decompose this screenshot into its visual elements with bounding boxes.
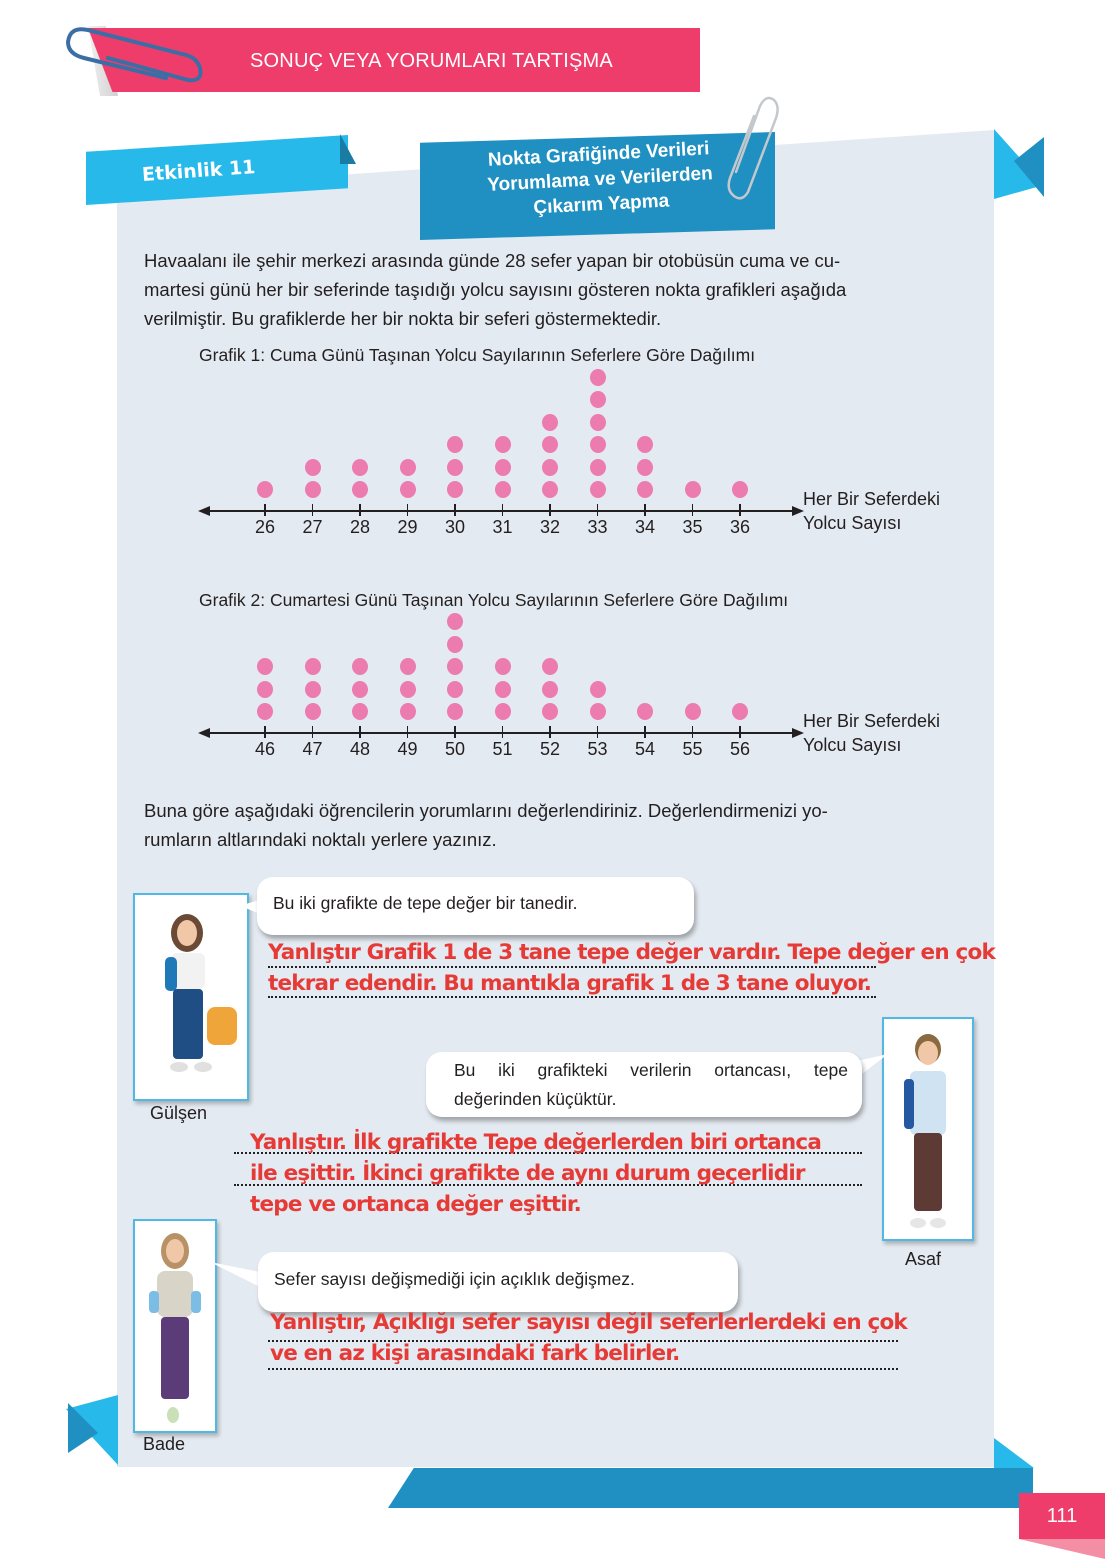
axis-tick	[407, 504, 409, 516]
student-name-gulsen: Gülşen	[150, 1103, 208, 1123]
dot-plot-saturday	[196, 582, 796, 782]
data-dot	[590, 681, 606, 698]
tick-label: 30	[444, 517, 466, 537]
data-dot	[257, 481, 273, 498]
page-number-fold	[1019, 1539, 1105, 1559]
data-dot	[352, 658, 368, 675]
student-figure-icon	[135, 895, 247, 1099]
chart-1-title: Grafik 1: Cuma Günü Taşınan Yolcu Sayılarının Seferlere Göre Dağılımı	[199, 345, 756, 365]
page-number: 111	[1019, 1493, 1105, 1539]
data-dot	[495, 703, 511, 720]
tick-label: 27	[302, 517, 323, 537]
axis-tick	[264, 504, 266, 516]
tick-label: 36	[729, 517, 751, 537]
axis-tick	[644, 504, 646, 516]
student-photo-bade	[133, 1219, 217, 1433]
tick-label: 54	[634, 739, 656, 759]
tick-label: 29	[397, 517, 418, 537]
data-dot	[542, 681, 558, 698]
answer-text-bade[interactable]: Yanlıştır, Açıklığı sefer sayısı değil seferlerlerdeki en çok ve en az kişi arasındaki fark belirler.	[270, 1310, 907, 1366]
data-dot	[352, 681, 368, 698]
axis-tick	[597, 504, 599, 516]
axis-tick	[264, 726, 266, 738]
student-photo-asaf	[882, 1017, 974, 1241]
instruction-paragraph: Buna göre aşağıdaki öğrencilerin yorumlarını değerlendiriniz. Değerlendirmenizi yo- rumların altlarındaki noktalı yerlere yazınız.	[144, 800, 828, 850]
data-dot	[542, 658, 558, 675]
paperclip-icon	[718, 92, 788, 202]
axis-tick	[644, 726, 646, 738]
student-name-bade: Bade	[143, 1434, 186, 1454]
data-dot	[400, 481, 416, 498]
data-dot	[637, 481, 653, 498]
data-dot	[495, 481, 511, 498]
tick-label: 49	[397, 739, 418, 759]
data-dot	[495, 681, 511, 698]
axis-tick	[739, 504, 741, 516]
tick-label: 46	[254, 739, 276, 759]
data-dot	[400, 681, 416, 698]
data-dot	[447, 481, 463, 498]
axis-tick	[549, 726, 551, 738]
axis-tick	[692, 504, 694, 516]
tick-label: 28	[349, 517, 371, 537]
data-dot	[590, 481, 606, 498]
intro-paragraph: Havaalanı ile şehir merkezi arasında günde 28 sefer yapan bir otobüsün cuma ve cu- martesi günü her bir seferinde taşıdığı yolcu sayısını gösteren nokta grafikleri aşağıda verilmiştir. Bu grafiklerde her bir nokta bir seferi göstermektedir.	[144, 250, 847, 329]
data-dot	[637, 436, 653, 453]
answer-text-asaf[interactable]: Yanlıştır. İlk grafikte Tepe değerlerden biri ortanca ile eşittir. İkinci grafikte de aynı durum geçerlidir tepe ve ortanca değer eşittir.	[250, 1130, 822, 1217]
data-dot	[590, 414, 606, 431]
axis-tick	[597, 726, 599, 738]
student-name-asaf: Asaf	[905, 1249, 942, 1269]
tick-label: 48	[349, 739, 371, 759]
tick-label: 51	[492, 739, 513, 759]
data-dot	[542, 459, 558, 476]
tick-label: 47	[302, 739, 323, 759]
axis-tick	[692, 726, 694, 738]
data-dot	[352, 481, 368, 498]
arrow-left-icon	[198, 728, 210, 738]
data-dot	[305, 459, 321, 476]
data-dot	[257, 703, 273, 720]
chart-2-title: Grafik 2: Cumartesi Günü Taşınan Yolcu Sayılarının Seferlere Göre Dağılımı	[199, 590, 789, 610]
activity-label: Etkinlik 11	[141, 156, 257, 186]
axis-tick	[407, 726, 409, 738]
number-line	[202, 732, 798, 734]
data-dot	[732, 703, 748, 720]
data-dot	[305, 681, 321, 698]
tick-label: 26	[254, 517, 276, 537]
data-dot	[590, 391, 606, 408]
tick-label: 35	[682, 517, 703, 537]
axis-tick	[312, 726, 314, 738]
data-dot	[305, 658, 321, 675]
chart-2-axis-title: Her Bir Seferdeki Yolcu Sayısı	[803, 711, 941, 755]
data-dot	[637, 703, 653, 720]
tick-label: 31	[492, 517, 513, 537]
answer-text-gulsen[interactable]: Yanlıştır Grafik 1 de 3 tane tepe değer vardır. Tepe değer en çok tekrar edendir. Bu mantıkla grafik 1 de 3 tane oluyor.	[268, 940, 995, 996]
data-dot	[542, 414, 558, 431]
student-photo-gulsen	[133, 893, 249, 1101]
data-dot	[542, 703, 558, 720]
data-dot	[352, 703, 368, 720]
number-line	[202, 510, 798, 512]
panel-footer-bar	[388, 1468, 1033, 1508]
chart-1-axis-title: Her Bir Seferdeki Yolcu Sayısı	[803, 489, 941, 533]
data-dot	[495, 658, 511, 675]
data-dot	[495, 459, 511, 476]
tick-label: 52	[539, 739, 561, 759]
tick-label: 32	[539, 517, 561, 537]
data-dot	[257, 681, 273, 698]
data-dot	[305, 481, 321, 498]
student-figure-icon	[135, 1221, 215, 1431]
tick-label: 53	[587, 739, 608, 759]
data-dot	[447, 681, 463, 698]
arrow-left-icon	[198, 506, 210, 516]
data-dot	[590, 459, 606, 476]
student-figure-icon	[884, 1019, 972, 1239]
axis-tick	[454, 504, 456, 516]
data-dot	[495, 436, 511, 453]
axis-tick	[502, 726, 504, 738]
data-dot	[447, 658, 463, 675]
data-dot	[685, 481, 701, 498]
data-dot	[447, 636, 463, 653]
dot-plot-friday	[196, 360, 796, 560]
data-dot	[400, 658, 416, 675]
tick-label: 56	[729, 739, 751, 759]
data-dot	[542, 481, 558, 498]
data-dot	[447, 613, 463, 630]
data-dot	[590, 369, 606, 386]
data-dot	[447, 703, 463, 720]
axis-tick	[359, 504, 361, 516]
axis-tick	[312, 504, 314, 516]
axis-tick	[739, 726, 741, 738]
data-dot	[590, 703, 606, 720]
tick-label: 34	[634, 517, 656, 537]
tick-label: 33	[587, 517, 608, 537]
speech-bubble-bade: Sefer sayısı değişmediği için açıklık değişmez.	[258, 1252, 738, 1312]
axis-tick	[454, 726, 456, 738]
axis-tick	[359, 726, 361, 738]
activity-ribbon-fold	[340, 134, 356, 164]
data-dot	[685, 703, 701, 720]
data-dot	[352, 459, 368, 476]
data-dot	[732, 481, 748, 498]
paperclip-icon	[48, 20, 208, 90]
data-dot	[305, 703, 321, 720]
axis-tick	[549, 504, 551, 516]
speech-bubble-gulsen: Bu iki grafikte de tepe değer bir tanedir.	[257, 877, 694, 935]
axis-tick	[502, 504, 504, 516]
data-dot	[447, 436, 463, 453]
data-dot	[257, 658, 273, 675]
data-dot	[447, 459, 463, 476]
activity-title: Nokta Grafiğinde Verileri Yorumlama ve Verilerden Çıkarım Yapma	[486, 138, 714, 219]
panel-footer-fold	[994, 1438, 1034, 1468]
tick-label: 55	[682, 739, 703, 759]
speech-bubble-asaf: Bu iki grafikteki verilerin ortancası, tepe değerinden küçüktür.	[426, 1052, 862, 1117]
data-dot	[590, 436, 606, 453]
tick-label: 50	[444, 739, 466, 759]
data-dot	[637, 459, 653, 476]
section-title: SONUÇ VEYA YORUMLARI TARTIŞMA	[250, 50, 613, 72]
data-dot	[400, 703, 416, 720]
data-dot	[542, 436, 558, 453]
data-dot	[400, 459, 416, 476]
